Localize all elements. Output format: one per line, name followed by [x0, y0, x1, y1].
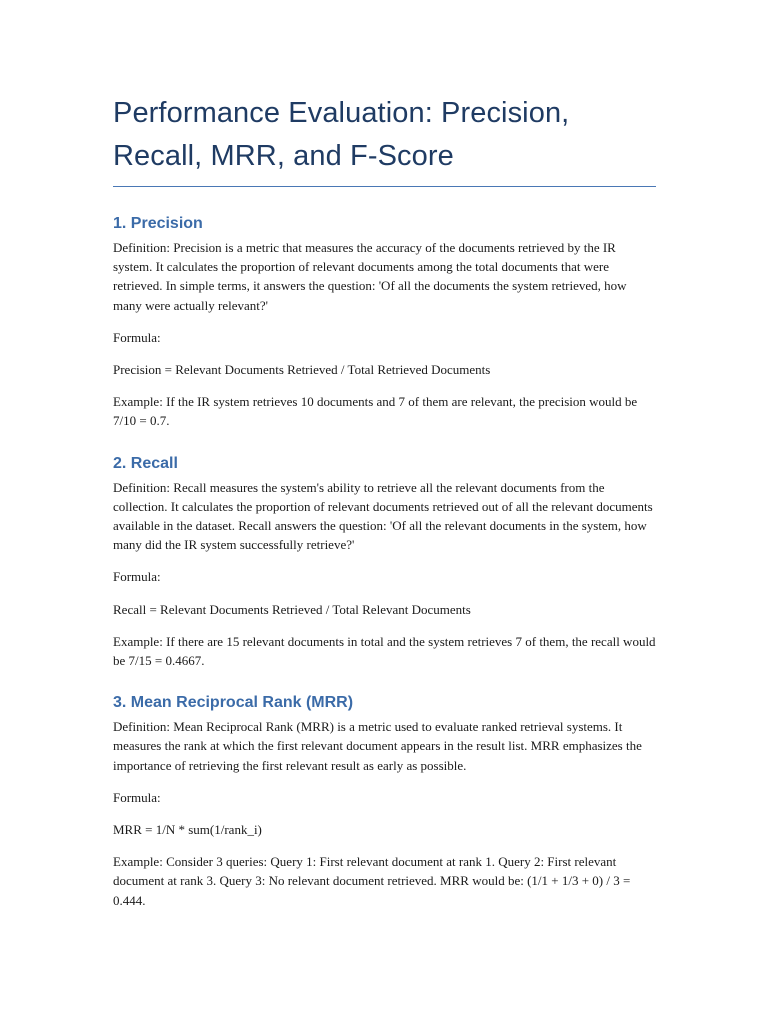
- mrr-definition: Definition: Mean Reciprocal Rank (MRR) is a metric used to evaluate ranked retrieval systems. It measures the rank at which the first relevant document appears in the result list. MRR emphasizes the importance of retrieving the first relevant result as early as possible.: [113, 719, 642, 773]
- mrr-formula-label: Formula:: [113, 789, 161, 805]
- document-page: [113, 92, 656, 910]
- section-heading-precision: 1. Precision: [113, 215, 203, 232]
- precision-formula-label: Formula:: [113, 329, 161, 345]
- precision-example: Example: If the IR system retrieves 10 documents and 7 of them are relevant, the precision would be 7/10 = 0.7.: [113, 394, 638, 429]
- mrr-example: Example: Consider 3 queries: Query 1: First relevant document at rank 1. Query 2: First relevant document at rank 3. Query 3: No relevant document retrieved. MRR would be: (1/1 + 1/3 + 0) / 3 = 0.444.: [113, 854, 631, 908]
- precision-definition: Definition: Precision is a metric that measures the accuracy of the documents retrieved by the IR system. It calculates the proportion of relevant documents among the total documents that were retrieved. In simple terms, it answers the question: 'Of all the documents the system retrieved, how many were actually relevant?': [113, 240, 627, 313]
- page-title: Performance Evaluation: Precision, Recall, MRR, and F-Score: [113, 92, 656, 187]
- section-heading-mrr: 3. Mean Reciprocal Rank (MRR): [113, 694, 354, 712]
- precision-formula: Precision = Relevant Documents Retrieved / Total Retrieved Documents: [113, 362, 491, 378]
- recall-example: Example: If there are 15 relevant documents in total and the system retrieves 7 of them, the recall would be 7/15 = 0.4667.: [113, 633, 656, 669]
- section-heading-recall: 2. Recall: [113, 454, 178, 472]
- recall-definition: Definition: Recall measures the system's ability to retrieve all the relevant documents from the collection. It calculates the proportion of relevant documents retrieved out of all the relevant documents available in the dataset. Recall answers the question: 'Of all the relevant documents in the system, how many did the IR system successfully retrieve?': [113, 479, 653, 553]
- recall-formula: Recall = Relevant Documents Retrieved / Total Relevant Documents: [113, 601, 471, 617]
- recall-formula-label: Formula:: [113, 569, 161, 585]
- mrr-formula: MRR = 1/N * sum(1/rank_i): [113, 822, 262, 838]
